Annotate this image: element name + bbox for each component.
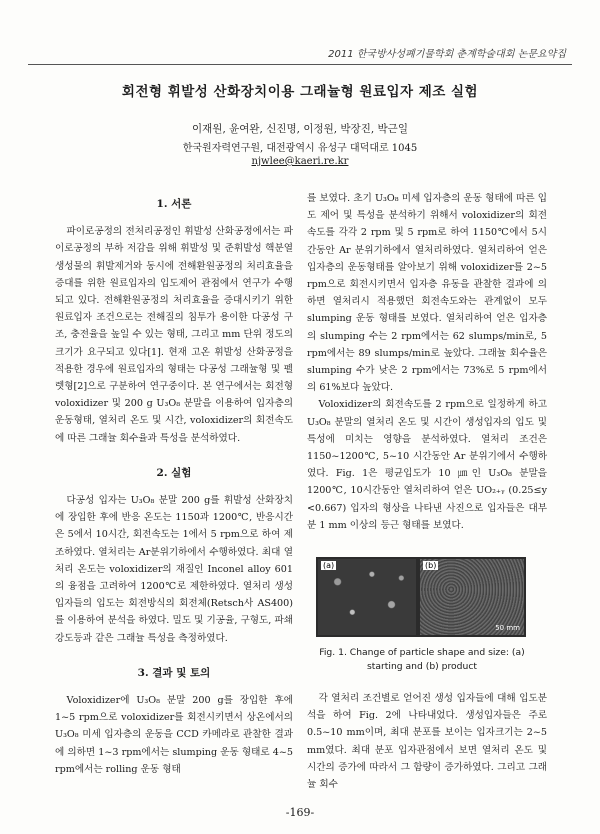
right-paragraph-3: 각 열처리 조건별로 얻어진 생성 입자들에 대해 입도분석을 하여 Fig. 2에 나타내었다. 생성입자들은 주로 0.5~10 mm이며, 최대 분포를 보이는 입자크기는 2~5 mm였다. 최대 분포 입자관점에서 보면 열처리 온도 및 시간의 증가에 따라서 그 함량이 증가하였다. 그리고 그래뉼 회수 xyxy=(307,693,547,791)
right-paragraph-1: 를 보였다. 초기 U₃O₈ 미세 입자층의 운동 형태에 따른 입도 제어 및 특성을 분석하기 위해서 voloxidizer의 회전속도를 각각 2 rpm 및 5 rpm로 하여 1150℃에서 5시간동안 Ar 분위기하에서 열처리하였다. 열처리하여 얻은 입자층의 운동형태를 알아보기 위해 voloxidizer를 2~5 rpm으로 회전시키면서 입자층 유동을 관찰한 결과에 의하면 열처리시 적용했던 회전속도와는 관계없이 모두 slumping 운동 형태를 보였다. 열처리하여 얻은 입자층의 slumping 수는 2 rpm에서는 62 slumps/min로, 5 rpm에서는 89 slumps/min로 높았다. 그래뉼 회수율은 slumping 수가 낮은 2 rpm에서는 73%로 5 rpm에서의 61%보다 높았다. xyxy=(307,193,547,394)
section-1-heading: 1. 서론 xyxy=(156,198,192,210)
header-rule xyxy=(28,64,572,65)
email-link[interactable]: njwlee@kaeri.re.kr xyxy=(251,156,349,167)
right-column-top xyxy=(307,190,547,534)
author-list: 이재원, 윤여완, 신진명, 이정원, 박장진, 박근일 xyxy=(192,123,408,135)
right-paragraph-2: Voloxidizer의 회전속도를 2 rpm으로 일정하게 하고 U₃O₈ 분말의 열처리 온도 및 시간이 생성입자의 입도 및 특성에 미치는 영향을 분석하였다. 열처리 조건은 1150~1200℃, 5~10 시간동안 Ar 분위기에서 수행하였다. Fig. 1은 평균입도가 10 ㎛인 U₃O₈ 분말을 1200℃, 10시간동안 열처리하여 얻은 UO₂₊ᵧ (0.25≤y <0.667) 입자의 형상을 나타낸 사진으로 입자들은 대부분 1 mm 이상의 등근 형태를 보였다. xyxy=(307,399,547,531)
section-3-heading: 3. 결과 및 토의 xyxy=(137,666,211,679)
section-2-body: 다공성 입자는 U₃O₈ 분말 200 g를 휘발성 산화장치에 장입한 후에 반응 온도는 1150과 1200℃, 반응시간은 5에서 10시간, 회전속도는 1에서 5 rpm으로 하여 제조하였다. 열처리는 Ar분위기하에서 수행하였다. 최대 열처리 온도는 voloxidizer의 재질인 Inconel alloy 601의 융점을 고려하여 1200℃로 제한하였다. 열처리 생성 입자들의 입도는 회전방식의 회전체(Retsch사 AS400)를 이용하여 분석을 하였다. 밀도 및 기공율, 구형도, 파쇄강도등과 같은 그래뉼 특성을 측정하였다. xyxy=(55,495,293,644)
section-1-body: 파이로공정의 전처리공정인 휘발성 산화공정에서는 파이로공정의 부하 저감을 위해 휘발성 및 준휘발성 핵분열생성물의 휘발제거와 동시에 전해환원공정의 처리효율을 증대를 위한 원료입자의 입도제어 관점에서 연구가 수행되고 있다. 전해환원공정의 처리효율을 증대시키기 위한 원료입자 조건으로는 전해질의 침투가 용이한 다공성 구조, 충전율을 높일 수 있는 형태, 그리고 mm 단위 정도의 크기가 요구되고 있다[1]. 현재 고온 휘발성 산화공정을 적용한 경우에 원료입자의 형태는 다공성 그래뉼형 및 펠렛형[2]으로 구분하여 연구중이다. 본 연구에서는 회전형 voloxidizer 및 200 g U₃O₈ 분말을 이용하여 입자층의 운동형태, 열처리 온도 및 시간, voloxidizer의 회전속도에 따른 그래뉼 회수율과 특성을 분석하였다. xyxy=(55,226,293,444)
page-number: -169- xyxy=(285,806,315,819)
figure-1-caption: Fig. 1. Change of particle shape and size: (a) starting and (b) product xyxy=(319,647,525,672)
right-column-bottom xyxy=(307,690,547,793)
contact-email xyxy=(0,156,600,167)
figure-panel-starting xyxy=(318,559,416,635)
panel-a-label: (a) xyxy=(323,561,335,570)
proceedings-header: 2011 한국방사성폐기물학회 춘계학술대회 논문요약집 xyxy=(328,49,566,60)
affiliation: 한국원자력연구원, 대전광역시 유성구 대덕대로 1045 xyxy=(182,143,418,154)
figure-panel-product xyxy=(420,559,524,635)
paper-title: 회전형 휘발성 산화장치이용 그래뉼형 원료입자 제조 실험 xyxy=(121,84,479,100)
panel-b-label: (b) xyxy=(425,561,437,570)
left-column xyxy=(55,196,293,778)
scale-bar-label: 50 mm xyxy=(495,624,520,632)
section-2-heading: 2. 실험 xyxy=(156,466,192,479)
figure-1 xyxy=(316,557,526,637)
section-3-body: Voloxidizer에 U₃O₈ 분말 200 g를 장입한 후에 1~5 rpm으로 voloxidizer를 회전시키면서 상온에서의 U₃O₈ 미세 입자층의 운동을 CCD 카메라로 관찰한 결과에 의하면 1~3 rpm에서는 slumping 운동 형태로 4~5 rpm에서는 rolling 운동 형태 xyxy=(55,695,293,775)
